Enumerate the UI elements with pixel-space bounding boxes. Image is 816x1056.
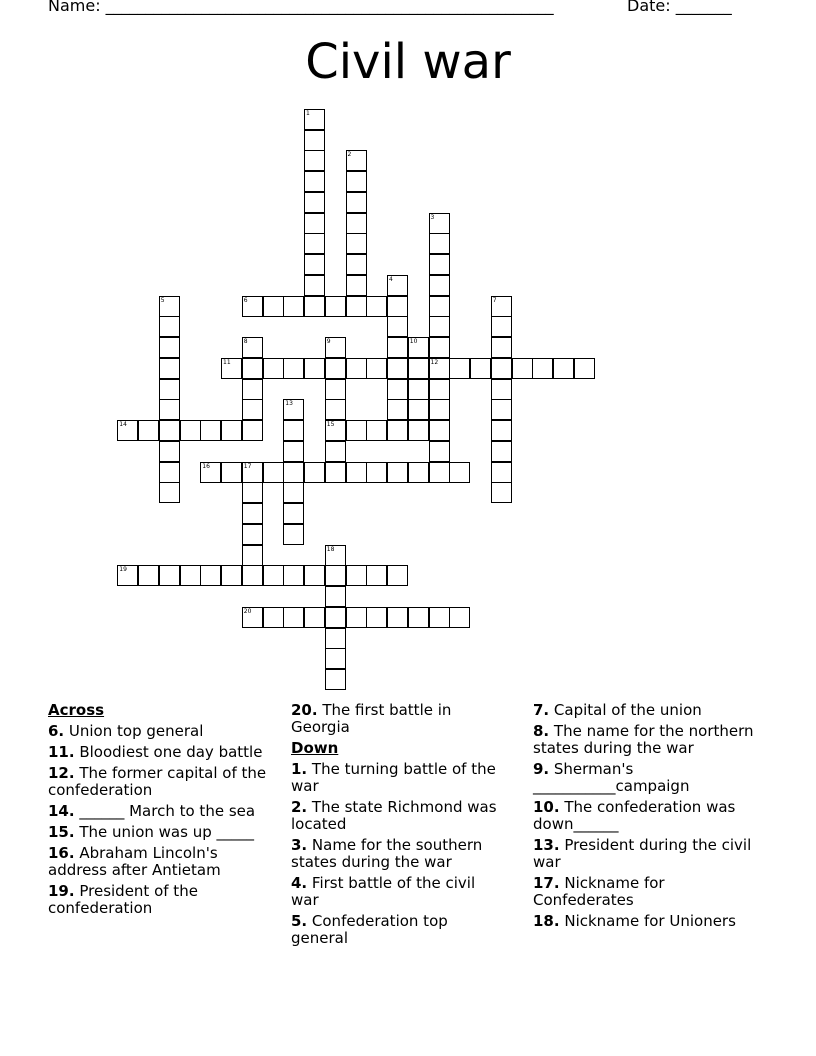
grid-cell[interactable] <box>366 462 387 483</box>
grid-cell[interactable] <box>159 441 180 462</box>
clue-text: The former capital of the confederation <box>48 764 267 799</box>
grid-cell[interactable] <box>408 358 429 379</box>
grid-cell[interactable] <box>387 607 408 628</box>
grid-cell[interactable] <box>263 607 284 628</box>
grid-cell[interactable] <box>325 545 346 566</box>
grid-cell[interactable] <box>159 379 180 400</box>
clue-item <box>533 875 758 909</box>
cell-number: 5 <box>160 296 165 304</box>
grid-cell[interactable] <box>304 275 325 296</box>
grid-cell[interactable] <box>449 607 470 628</box>
cell-number: 6 <box>243 296 248 304</box>
grid-cell[interactable] <box>325 420 346 441</box>
clue-item <box>291 837 506 871</box>
grid-cell[interactable] <box>304 109 325 130</box>
grid-cell[interactable] <box>159 565 180 586</box>
grid-cell[interactable] <box>553 358 574 379</box>
grid-cell[interactable] <box>387 399 408 420</box>
clue-item <box>533 799 758 833</box>
clue-item <box>533 761 758 795</box>
grid-cell[interactable] <box>429 296 450 317</box>
grid-cell[interactable] <box>429 275 450 296</box>
down-clue-list-continued <box>533 702 758 930</box>
grid-cell[interactable] <box>346 192 367 213</box>
grid-cell[interactable] <box>242 565 263 586</box>
grid-cell[interactable] <box>387 462 408 483</box>
grid-cell[interactable] <box>449 358 470 379</box>
grid-cell[interactable] <box>387 379 408 400</box>
grid-cell[interactable] <box>283 482 304 503</box>
grid-cell[interactable] <box>387 316 408 337</box>
clue-text: President of the confederation <box>48 882 198 917</box>
grid-cell[interactable] <box>325 607 346 628</box>
clue-text: Bloodiest one day battle <box>74 743 263 761</box>
grid-cell[interactable] <box>263 296 284 317</box>
grid-cell[interactable] <box>325 337 346 358</box>
grid-cell[interactable] <box>304 213 325 234</box>
clue-item <box>533 702 758 719</box>
clue-number: 11. <box>48 743 75 761</box>
clue-item <box>533 723 758 757</box>
grid-cell[interactable] <box>387 420 408 441</box>
grid-cell[interactable] <box>283 607 304 628</box>
clue-number: 14. <box>48 802 75 820</box>
grid-cell[interactable] <box>491 316 512 337</box>
clue-number: 8. <box>533 722 550 740</box>
grid-cell[interactable] <box>429 607 450 628</box>
grid-cell[interactable] <box>346 254 367 275</box>
down-heading: Down <box>291 739 339 757</box>
grid-cell[interactable] <box>366 607 387 628</box>
clue-item <box>48 824 278 841</box>
clue-text: The name for the northern states during the war <box>533 722 754 757</box>
clue-text: First battle of the civil war <box>291 874 476 909</box>
grid-cell[interactable] <box>387 275 408 296</box>
grid-cell[interactable] <box>346 150 367 171</box>
grid-cell[interactable] <box>325 462 346 483</box>
grid-cell[interactable] <box>449 462 470 483</box>
grid-cell[interactable] <box>221 565 242 586</box>
grid-cell[interactable] <box>221 358 242 379</box>
cell-number: 4 <box>389 275 393 283</box>
clue-text: Nickname for Unioners <box>559 912 736 930</box>
grid-cell[interactable] <box>304 254 325 275</box>
grid-cell[interactable] <box>408 420 429 441</box>
grid-cell[interactable] <box>408 337 429 358</box>
clue-number: 18. <box>533 912 560 930</box>
grid-cell[interactable] <box>325 648 346 669</box>
grid-cell[interactable] <box>242 337 263 358</box>
clue-item <box>48 883 278 917</box>
cell-number: 9 <box>326 338 331 345</box>
cell-number: 7 <box>492 296 497 304</box>
grid-cell[interactable] <box>242 379 263 400</box>
clue-text: Confederation top general <box>291 912 448 947</box>
clue-text: The first battle in Georgia <box>291 701 452 736</box>
grid-cell[interactable] <box>304 233 325 254</box>
cell-number: 2 <box>347 151 352 159</box>
grid-cell[interactable] <box>159 399 180 420</box>
across-clue-list <box>48 723 278 917</box>
grid-cell[interactable] <box>346 565 367 586</box>
grid-cell[interactable] <box>159 462 180 483</box>
grid-cell[interactable] <box>242 503 263 524</box>
grid-cell[interactable] <box>491 441 512 462</box>
grid-cell[interactable] <box>429 233 450 254</box>
grid-cell[interactable] <box>283 441 304 462</box>
cell-number: 11 <box>223 358 231 366</box>
grid-cell[interactable] <box>408 462 429 483</box>
grid-cell[interactable] <box>221 420 242 441</box>
grid-cell[interactable] <box>263 462 284 483</box>
grid-cell[interactable] <box>242 545 263 566</box>
name-field-label: Name: ________________________________________________________ <box>48 0 554 15</box>
across-clue-list-continued <box>291 702 506 736</box>
grid-cell[interactable] <box>325 296 346 317</box>
grid-cell[interactable] <box>117 565 138 586</box>
grid-cell[interactable] <box>159 482 180 503</box>
clue-text: ______ March to the sea <box>74 802 256 820</box>
grid-cell[interactable] <box>574 358 595 379</box>
grid-cell[interactable] <box>491 482 512 503</box>
grid-cell[interactable] <box>242 482 263 503</box>
grid-cell[interactable] <box>304 171 325 192</box>
clue-text: President during the civil war <box>533 836 752 871</box>
clue-text: Sherman's ___________campaign <box>533 760 690 795</box>
cell-number: 20 <box>243 607 252 615</box>
grid-cell[interactable] <box>491 379 512 400</box>
grid-cell[interactable] <box>200 462 221 483</box>
clue-number: 4. <box>291 874 308 892</box>
clue-item <box>291 761 506 795</box>
cell-number: 8 <box>243 338 248 345</box>
grid-cell[interactable] <box>159 337 180 358</box>
grid-cell[interactable] <box>387 337 408 358</box>
clue-number: 10. <box>533 798 560 816</box>
grid-cell[interactable] <box>263 358 284 379</box>
grid-cell[interactable] <box>138 420 159 441</box>
clue-text: Abraham Lincoln's address after Antietam <box>48 844 221 879</box>
clue-number: 2. <box>291 798 308 816</box>
grid-cell[interactable] <box>304 462 325 483</box>
grid-cell[interactable] <box>366 296 387 317</box>
grid-cell[interactable] <box>304 358 325 379</box>
clue-item <box>48 845 278 879</box>
clue-item <box>291 913 506 947</box>
cell-number: 14 <box>119 421 127 428</box>
grid-cell[interactable] <box>408 379 429 400</box>
grid-cell[interactable] <box>263 565 284 586</box>
cell-number: 12 <box>430 358 439 366</box>
grid-cell[interactable] <box>200 565 221 586</box>
clue-item <box>48 765 278 799</box>
clue-text: Name for the southern states during the war <box>291 836 483 871</box>
grid-cell[interactable] <box>491 337 512 358</box>
clues-column-2 <box>291 702 506 951</box>
grid-cell[interactable] <box>325 379 346 400</box>
grid-cell[interactable] <box>366 565 387 586</box>
grid-cell[interactable] <box>346 420 367 441</box>
grid-cell[interactable] <box>283 296 304 317</box>
clue-text: The turning battle of the war <box>291 760 496 795</box>
clue-number: 17. <box>533 874 560 892</box>
grid-cell[interactable] <box>283 503 304 524</box>
grid-cell[interactable] <box>429 337 450 358</box>
grid-cell[interactable] <box>491 420 512 441</box>
clue-text: The confederation was down______ <box>533 798 736 833</box>
grid-cell[interactable] <box>221 462 242 483</box>
grid-cell[interactable] <box>429 213 450 234</box>
grid-cell[interactable] <box>242 607 263 628</box>
clue-item <box>291 799 506 833</box>
grid-cell[interactable] <box>346 171 367 192</box>
grid-cell[interactable] <box>180 565 201 586</box>
grid-cell[interactable] <box>491 358 512 379</box>
grid-cell[interactable] <box>283 462 304 483</box>
grid-cell[interactable] <box>180 420 201 441</box>
grid-cell[interactable] <box>429 358 450 379</box>
grid-cell[interactable] <box>366 420 387 441</box>
grid-cell[interactable] <box>387 565 408 586</box>
grid-cell[interactable] <box>387 296 408 317</box>
grid-cell[interactable] <box>304 192 325 213</box>
clue-number: 15. <box>48 823 75 841</box>
cell-number: 17 <box>243 462 252 470</box>
cell-number: 19 <box>119 566 127 574</box>
grid-cell[interactable] <box>346 213 367 234</box>
clue-text: The state Richmond was located <box>291 798 497 833</box>
grid-cell[interactable] <box>242 462 263 483</box>
clue-item <box>48 803 278 820</box>
grid-cell[interactable] <box>408 607 429 628</box>
grid-cell[interactable] <box>242 399 263 420</box>
grid-cell[interactable] <box>283 420 304 441</box>
grid-cell[interactable] <box>159 316 180 337</box>
clue-number: 19. <box>48 882 75 900</box>
down-clue-list <box>291 761 506 947</box>
clue-text: Union top general <box>64 722 204 740</box>
grid-cell[interactable] <box>283 524 304 545</box>
grid-cell[interactable] <box>242 524 263 545</box>
grid-cell[interactable] <box>304 296 325 317</box>
clue-text: Nickname for Confederates <box>533 874 665 909</box>
across-heading: Across <box>48 701 105 719</box>
grid-cell[interactable] <box>491 399 512 420</box>
grid-cell[interactable] <box>283 358 304 379</box>
grid-cell[interactable] <box>429 379 450 400</box>
grid-cell[interactable] <box>491 296 512 317</box>
clue-number: 20. <box>291 701 318 719</box>
grid-cell[interactable] <box>346 275 367 296</box>
grid-cell[interactable] <box>366 358 387 379</box>
grid-cell[interactable] <box>325 358 346 379</box>
grid-cell[interactable] <box>408 399 429 420</box>
clue-number: 12. <box>48 764 75 782</box>
grid-cell[interactable] <box>429 441 450 462</box>
grid-cell[interactable] <box>325 441 346 462</box>
page-title: Civil war <box>305 34 511 90</box>
clues-column-3 <box>533 702 758 934</box>
cell-number: 3 <box>430 213 435 221</box>
grid-cell[interactable] <box>387 358 408 379</box>
grid-cell[interactable] <box>200 420 221 441</box>
grid-cell[interactable] <box>429 420 450 441</box>
grid-cell[interactable] <box>159 296 180 317</box>
grid-cell[interactable] <box>159 420 180 441</box>
grid-cell[interactable] <box>304 150 325 171</box>
clue-item <box>48 744 278 761</box>
grid-cell[interactable] <box>304 130 325 151</box>
clue-item <box>291 875 506 909</box>
grid-cell[interactable] <box>283 565 304 586</box>
grid-cell[interactable] <box>138 565 159 586</box>
cell-number: 18 <box>326 545 335 553</box>
grid-cell[interactable] <box>242 358 263 379</box>
grid-cell[interactable] <box>242 296 263 317</box>
cell-number: 16 <box>202 462 210 470</box>
grid-cell[interactable] <box>346 358 367 379</box>
grid-cell[interactable] <box>325 628 346 649</box>
cell-number: 15 <box>326 421 335 428</box>
clue-item <box>533 837 758 871</box>
grid-cell[interactable] <box>346 296 367 317</box>
grid-cell[interactable] <box>429 254 450 275</box>
clue-number: 16. <box>48 844 75 862</box>
cell-number: 13 <box>285 400 293 408</box>
clue-number: 9. <box>533 760 550 778</box>
clue-item <box>291 702 506 736</box>
grid-cell[interactable] <box>283 399 304 420</box>
grid-cell[interactable] <box>429 316 450 337</box>
grid-cell[interactable] <box>491 462 512 483</box>
grid-cell[interactable] <box>117 420 138 441</box>
grid-cell[interactable] <box>346 233 367 254</box>
cell-number: 10 <box>409 338 418 345</box>
grid-cell[interactable] <box>325 399 346 420</box>
grid-cell[interactable] <box>242 420 263 441</box>
clue-number: 3. <box>291 836 308 854</box>
grid-cell[interactable] <box>470 358 491 379</box>
grid-cell[interactable] <box>325 586 346 607</box>
clue-text: The union was up _____ <box>74 823 254 841</box>
grid-cell[interactable] <box>159 358 180 379</box>
date-field-label: Date: _______ <box>627 0 732 15</box>
clue-item <box>533 913 758 930</box>
grid-cell[interactable] <box>512 358 533 379</box>
grid-cell[interactable] <box>304 565 325 586</box>
clues-column-1 <box>48 702 278 921</box>
clue-number: 5. <box>291 912 308 930</box>
clue-number: 13. <box>533 836 560 854</box>
grid-cell[interactable] <box>325 565 346 586</box>
grid-cell[interactable] <box>325 669 346 690</box>
grid-cell[interactable] <box>304 607 325 628</box>
grid-cell[interactable] <box>346 607 367 628</box>
grid-cell[interactable] <box>532 358 553 379</box>
grid-cell[interactable] <box>346 462 367 483</box>
cell-number: 1 <box>306 109 310 117</box>
clue-number: 6. <box>48 722 65 740</box>
grid-cell[interactable] <box>429 399 450 420</box>
clue-text: Capital of the union <box>549 701 702 719</box>
clue-item <box>48 723 278 740</box>
clue-number: 1. <box>291 760 308 778</box>
grid-cell[interactable] <box>429 462 450 483</box>
clue-number: 7. <box>533 701 550 719</box>
